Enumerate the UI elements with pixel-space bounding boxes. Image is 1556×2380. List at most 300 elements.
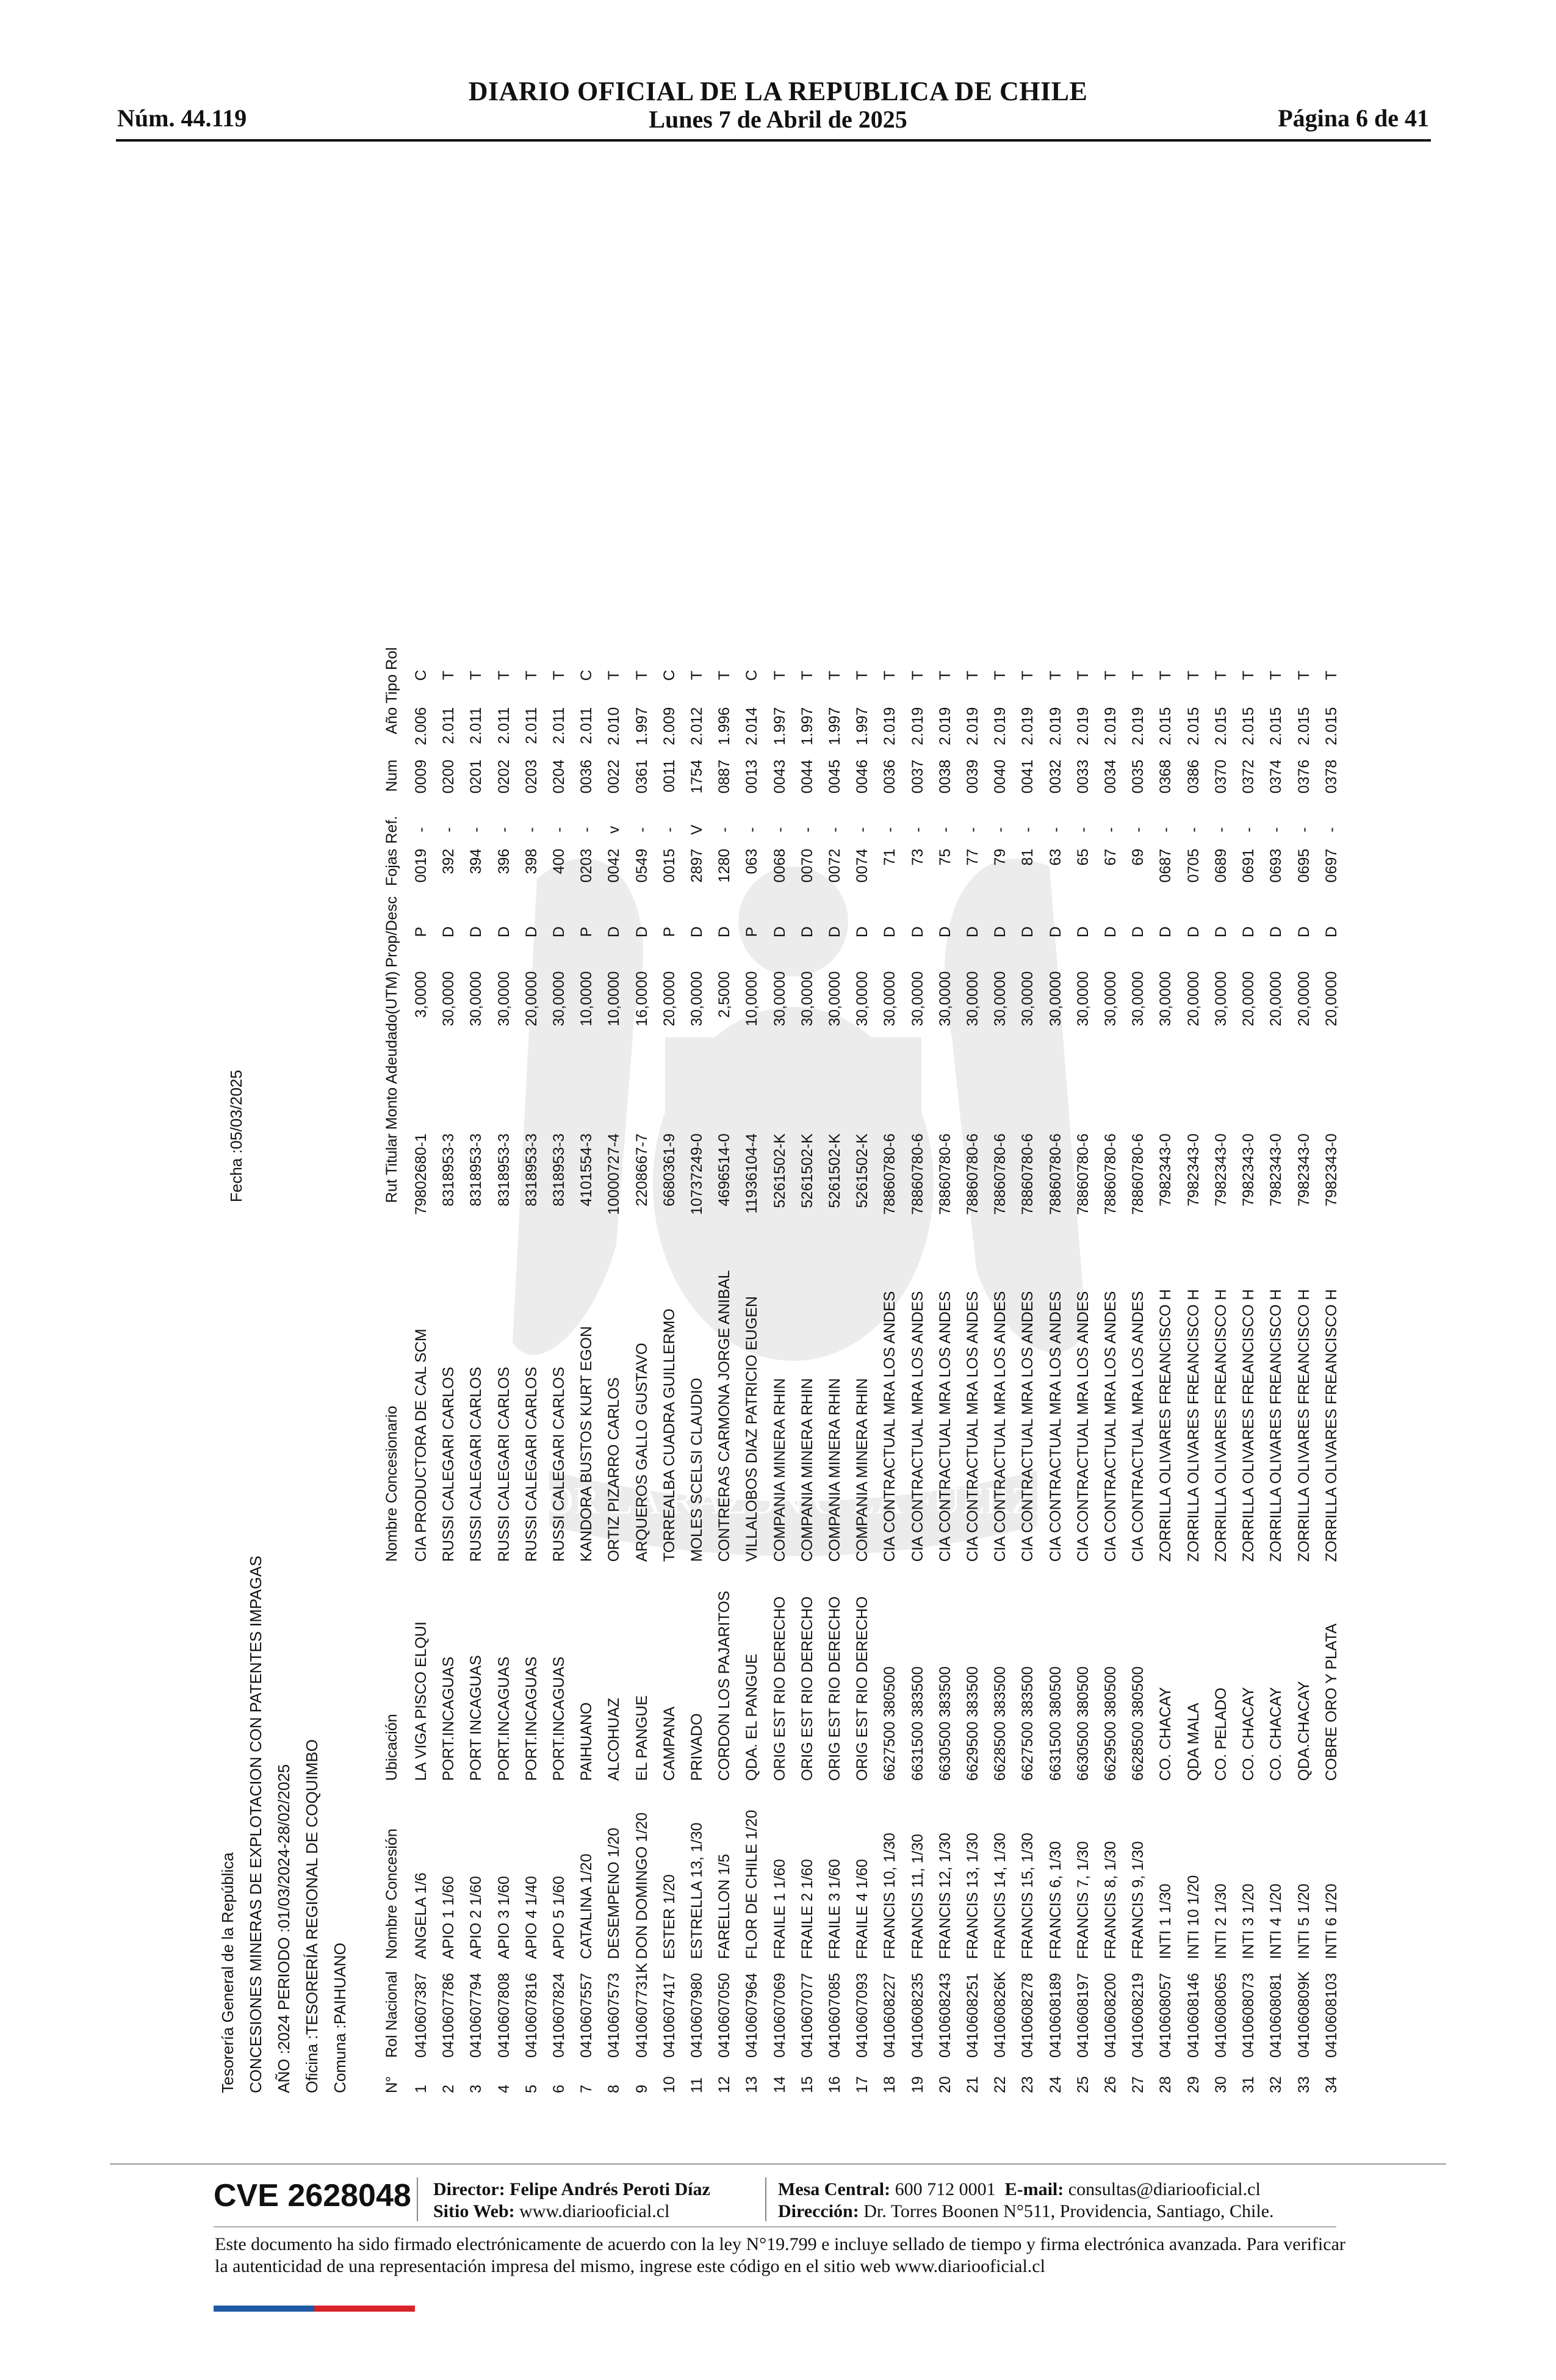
cell-ref: - bbox=[826, 827, 844, 832]
cell-prop-desc: D bbox=[1240, 926, 1258, 938]
table-row bbox=[766, 644, 794, 2093]
cell-num: 0040 bbox=[992, 759, 1009, 794]
cell-holder-name: CIA CONTRACTUAL MRA LOS ANDES bbox=[964, 1291, 982, 1562]
cell-holder-name: TORREALBA CUADRA GUILLERMO bbox=[660, 1308, 678, 1562]
cell-row-number: 32 bbox=[1267, 2076, 1285, 2093]
cell-amount-owed: 10,0000 bbox=[605, 971, 623, 1026]
cell-amount-owed: 20,0000 bbox=[1295, 971, 1313, 1026]
table-row bbox=[821, 644, 849, 2093]
cell-concession-name: INTI 6 1/20 bbox=[1322, 1883, 1340, 1960]
cell-rol-nacional: 0410608065 bbox=[1212, 1972, 1230, 2058]
cell-holder-name: CIA CONTRACTUAL MRA LOS ANDES bbox=[1102, 1291, 1120, 1562]
cell-row-number: 34 bbox=[1322, 2076, 1340, 2093]
cell-ref: - bbox=[716, 827, 733, 832]
cell-fojas: 67 bbox=[1102, 848, 1120, 866]
cell-num: 0022 bbox=[605, 759, 623, 794]
cell-rol-nacional: 0410607808 bbox=[495, 1972, 513, 2058]
cell-concession-name: INTI 3 1/20 bbox=[1240, 1883, 1258, 1960]
cell-location: PORT.INCAGUAS bbox=[495, 1656, 513, 1781]
cell-row-number: 25 bbox=[1074, 2076, 1092, 2093]
cell-role-type: T bbox=[1019, 670, 1037, 680]
cell-rut-titular: 4696514-0 bbox=[716, 1133, 733, 1206]
cell-year: 2.015 bbox=[1157, 707, 1175, 746]
cell-row-number: 31 bbox=[1240, 2076, 1258, 2093]
cell-role-type: T bbox=[771, 670, 788, 680]
table-header-row bbox=[377, 644, 408, 2093]
cell-fojas: 396 bbox=[495, 848, 513, 874]
cell-fojas: 2897 bbox=[688, 848, 706, 883]
cell-prop-desc: D bbox=[771, 926, 788, 938]
cell-role-type: T bbox=[1046, 670, 1064, 680]
cell-num: 0204 bbox=[550, 759, 568, 794]
cell-amount-owed: 30,0000 bbox=[495, 971, 513, 1026]
cell-ref: - bbox=[854, 827, 871, 832]
cell-role-type: T bbox=[936, 670, 954, 680]
cell-rol-nacional: 0410607050 bbox=[716, 1972, 733, 2058]
cell-prop-desc: D bbox=[1322, 926, 1340, 938]
cell-concession-name: INTI 2 1/30 bbox=[1212, 1883, 1230, 1960]
issue-number: Núm. 44.119 bbox=[117, 104, 247, 132]
cell-fojas: 0697 bbox=[1322, 848, 1340, 883]
cell-rol-nacional: 0410607980 bbox=[688, 1972, 706, 2058]
cell-num: 0386 bbox=[1184, 759, 1202, 794]
table-row bbox=[849, 644, 876, 2093]
cell-ref: - bbox=[412, 827, 430, 832]
col-header-location: Ubicación bbox=[383, 1714, 401, 1781]
cell-rol-nacional: 0410607816 bbox=[522, 1972, 540, 2058]
cell-amount-owed: 30,0000 bbox=[467, 971, 485, 1026]
cell-location: 6629500 383500 bbox=[964, 1666, 982, 1781]
cell-fojas: 394 bbox=[467, 848, 485, 874]
cell-location: EL PANGUE bbox=[633, 1695, 650, 1781]
cell-fojas: 063 bbox=[743, 848, 761, 874]
cell-location: 6628500 380500 bbox=[1129, 1666, 1147, 1781]
cell-fojas: 73 bbox=[909, 848, 926, 866]
cell-amount-owed: 30,0000 bbox=[964, 971, 982, 1026]
cell-role-type: T bbox=[467, 670, 485, 680]
cell-location: CO. CHACAY bbox=[1157, 1687, 1175, 1781]
cell-fojas: 0695 bbox=[1295, 848, 1313, 883]
cell-role-type: T bbox=[1157, 670, 1175, 680]
cell-role-type: C bbox=[743, 669, 761, 681]
cell-fojas: 1280 bbox=[716, 848, 733, 883]
cell-num: 1754 bbox=[688, 759, 706, 794]
cell-concession-name: FLOR DE CHILE 1/20 bbox=[743, 1809, 761, 1960]
table-row bbox=[1152, 644, 1180, 2093]
cell-amount-owed: 30,0000 bbox=[1212, 971, 1230, 1026]
cell-rol-nacional: 0410608200 bbox=[1102, 1972, 1120, 2058]
cell-ref: - bbox=[550, 827, 568, 832]
cell-fojas: 0072 bbox=[826, 848, 844, 883]
cell-amount-owed: 2,5000 bbox=[716, 971, 733, 1018]
cell-num: 0370 bbox=[1212, 759, 1230, 794]
cell-row-number: 23 bbox=[1019, 2076, 1037, 2093]
cell-year: 2.011 bbox=[522, 707, 540, 745]
cell-year: 2.019 bbox=[992, 707, 1009, 746]
cell-rol-nacional: 0410608057 bbox=[1157, 1972, 1175, 2058]
cell-year: 2.019 bbox=[1074, 707, 1092, 746]
cell-role-type: T bbox=[1240, 670, 1258, 680]
cell-prop-desc: D bbox=[1074, 926, 1092, 938]
cell-role-type: T bbox=[909, 670, 926, 680]
cell-row-number: 4 bbox=[495, 2085, 513, 2093]
cell-amount-owed: 3,0000 bbox=[412, 971, 430, 1018]
table-row bbox=[1180, 644, 1208, 2093]
cell-rut-titular: 11936104-4 bbox=[743, 1133, 761, 1214]
cell-rol-nacional: 0410607093 bbox=[854, 1972, 871, 2058]
table-row bbox=[932, 644, 959, 2093]
cell-year: 2.019 bbox=[1129, 707, 1147, 746]
cell-location: PRIVADO bbox=[688, 1713, 706, 1781]
cell-year: 2.006 bbox=[412, 707, 430, 746]
cell-ref: - bbox=[660, 827, 678, 832]
cell-holder-name: ZORRILLA OLIVARES FREANCISCO H bbox=[1322, 1289, 1340, 1562]
cell-location: ALCOHUAZ bbox=[605, 1698, 623, 1781]
cell-amount-owed: 30,0000 bbox=[1129, 971, 1147, 1026]
cell-num: 0043 bbox=[771, 759, 788, 794]
table-row bbox=[1014, 644, 1042, 2093]
table-row bbox=[491, 644, 518, 2093]
cell-location: COBRE ORO Y PLATA bbox=[1322, 1623, 1340, 1781]
cell-amount-owed: 30,0000 bbox=[1019, 971, 1037, 1026]
cell-rol-nacional: 0410608197 bbox=[1074, 1972, 1092, 2058]
page-indicator: Página 6 de 41 bbox=[1278, 104, 1429, 132]
cell-prop-desc: D bbox=[522, 926, 540, 938]
flag-red-segment bbox=[314, 2306, 415, 2312]
cell-prop-desc: D bbox=[854, 926, 871, 938]
cell-num: 0361 bbox=[633, 759, 650, 794]
table-row bbox=[1235, 644, 1262, 2093]
cell-year: 1.996 bbox=[716, 707, 733, 746]
cell-holder-name: CIA CONTRACTUAL MRA LOS ANDES bbox=[1129, 1291, 1147, 1562]
cell-role-type: T bbox=[1074, 670, 1092, 680]
cell-prop-desc: D bbox=[605, 926, 623, 938]
cell-rol-nacional: 0410607824 bbox=[550, 1972, 568, 2058]
col-header-num: Num bbox=[383, 759, 401, 792]
cell-num: 0036 bbox=[881, 759, 899, 794]
col-header-number: N° bbox=[383, 2075, 401, 2093]
cve-code: CVE 2628048 bbox=[214, 2178, 411, 2213]
cell-concession-name: APIO 5 1/60 bbox=[550, 1876, 568, 1960]
cell-concession-name: DON DOMINGO 1/20 bbox=[633, 1812, 650, 1960]
table-row bbox=[518, 644, 546, 2093]
cell-holder-name: RUSSI CALEGARI CARLOS bbox=[522, 1366, 540, 1562]
table-row bbox=[1208, 644, 1235, 2093]
cell-concession-name: APIO 2 1/60 bbox=[467, 1876, 485, 1960]
cell-prop-desc: D bbox=[1184, 926, 1202, 938]
cell-year: 2.012 bbox=[688, 707, 706, 746]
cell-row-number: 14 bbox=[771, 2076, 788, 2093]
table-row bbox=[546, 644, 573, 2093]
cell-holder-name: ORTIZ PIZARRO CARLOS bbox=[605, 1377, 623, 1562]
cell-year: 2.015 bbox=[1212, 707, 1230, 746]
cell-rut-titular: 6680361-9 bbox=[660, 1133, 678, 1206]
cell-fojas: 0074 bbox=[854, 848, 871, 883]
cell-num: 0033 bbox=[1074, 759, 1092, 794]
col-header-rol: Rol Nacional bbox=[383, 1971, 401, 2058]
director-label: Director: bbox=[433, 2179, 505, 2199]
table-row bbox=[1070, 644, 1097, 2093]
cell-rut-titular: 5261502-K bbox=[798, 1133, 816, 1208]
cell-rol-nacional: 041060809K bbox=[1295, 1971, 1313, 2058]
cell-ref: - bbox=[1019, 827, 1037, 832]
cell-rol-nacional: 0410608278 bbox=[1019, 1972, 1037, 2058]
cell-row-number: 29 bbox=[1184, 2076, 1202, 2093]
cell-fojas: 0705 bbox=[1184, 848, 1202, 883]
cell-role-type: T bbox=[1322, 670, 1340, 680]
cell-prop-desc: D bbox=[1129, 926, 1147, 938]
cell-location: PORT.INCAGUAS bbox=[550, 1656, 568, 1781]
cell-fojas: 0042 bbox=[605, 848, 623, 883]
cell-rut-titular: 78860780-6 bbox=[1019, 1133, 1037, 1215]
cell-holder-name: COMPANIA MINERA RHIN bbox=[798, 1378, 816, 1562]
cell-fojas: 71 bbox=[881, 848, 899, 866]
cell-prop-desc: D bbox=[688, 926, 706, 938]
cell-row-number: 26 bbox=[1102, 2076, 1120, 2093]
cell-num: 0376 bbox=[1295, 759, 1313, 794]
cell-amount-owed: 10,0000 bbox=[743, 971, 761, 1026]
cell-location: ORIG EST RIO DERECHO bbox=[854, 1596, 871, 1781]
table-row bbox=[904, 644, 932, 2093]
cell-row-number: 10 bbox=[660, 2076, 678, 2093]
cell-amount-owed: 16,0000 bbox=[633, 971, 650, 1026]
footer-contact-block bbox=[778, 2179, 1274, 2223]
cell-ref: - bbox=[1129, 827, 1147, 832]
cell-year: 2.015 bbox=[1295, 707, 1313, 746]
report-period: AÑO :2024 PERIODO :01/03/2024-28/02/2025 bbox=[275, 1764, 293, 2093]
cell-amount-owed: 30,0000 bbox=[1046, 971, 1064, 1026]
cell-rol-nacional: 0410608243 bbox=[936, 1972, 954, 2058]
cell-concession-name: FRANCIS 12, 1/30 bbox=[936, 1833, 954, 1960]
website-label: Sitio Web: bbox=[433, 2201, 515, 2221]
cell-fojas: 0689 bbox=[1212, 848, 1230, 883]
cell-fojas: 0068 bbox=[771, 848, 788, 883]
cell-holder-name: CIA CONTRACTUAL MRA LOS ANDES bbox=[909, 1291, 926, 1562]
cell-year: 1.997 bbox=[771, 707, 788, 746]
cell-ref: - bbox=[1157, 827, 1175, 832]
cell-location: PORT.INCAGUAS bbox=[522, 1656, 540, 1781]
cell-rut-titular: 7982343-0 bbox=[1295, 1133, 1313, 1206]
cell-rut-titular: 4101554-3 bbox=[578, 1133, 596, 1206]
cell-rut-titular: 78860780-6 bbox=[964, 1133, 982, 1215]
cell-location: CO. CHACAY bbox=[1240, 1687, 1258, 1781]
cell-role-type: T bbox=[964, 670, 982, 680]
email-link[interactable]: consultas@diariooficial.cl bbox=[1068, 2179, 1261, 2199]
cell-ref: - bbox=[1102, 827, 1120, 832]
website-link[interactable]: www.diariooficial.cl bbox=[519, 2201, 670, 2221]
cell-prop-desc: D bbox=[1046, 926, 1064, 938]
cell-row-number: 6 bbox=[550, 2085, 568, 2093]
cell-rut-titular: 78860780-6 bbox=[1129, 1133, 1147, 1215]
cell-holder-name: RUSSI CALEGARI CARLOS bbox=[495, 1366, 513, 1562]
cell-location: 6630500 380500 bbox=[1074, 1666, 1092, 1781]
cell-num: 0046 bbox=[854, 759, 871, 794]
col-header-amount: Monto Adeudado(UTM) bbox=[383, 971, 401, 1130]
cell-num: 0035 bbox=[1129, 759, 1147, 794]
cell-year: 2.011 bbox=[550, 707, 568, 745]
cell-num: 0038 bbox=[936, 759, 954, 794]
report-issuer: Tesorería General de la República bbox=[218, 1852, 237, 2093]
cell-concession-name: DESEMPENO 1/20 bbox=[605, 1827, 623, 1960]
cell-year: 2.009 bbox=[660, 707, 678, 746]
cell-ref: - bbox=[798, 827, 816, 832]
cell-num: 0045 bbox=[826, 759, 844, 794]
cell-fojas: 0693 bbox=[1267, 848, 1285, 883]
cell-rol-nacional: 0410608103 bbox=[1322, 1972, 1340, 2058]
cell-year: 2.019 bbox=[909, 707, 926, 746]
cell-rut-titular: 7982343-0 bbox=[1157, 1133, 1175, 1206]
cell-rol-nacional: 0410607786 bbox=[440, 1972, 458, 2058]
table-row bbox=[629, 644, 656, 2093]
cell-concession-name: FRANCIS 7, 1/30 bbox=[1074, 1841, 1092, 1960]
table-row bbox=[1291, 644, 1318, 2093]
cell-year: 2.015 bbox=[1240, 707, 1258, 746]
report-title: CONCESIONES MINERAS DE EXPLOTACION CON PATENTES IMPAGAS bbox=[247, 1556, 265, 2093]
cell-fojas: 398 bbox=[522, 848, 540, 874]
cell-concession-name: FRANCIS 11, 1/30 bbox=[909, 1834, 926, 1960]
cell-holder-name: CIA CONTRACTUAL MRA LOS ANDES bbox=[1074, 1291, 1092, 1562]
cell-num: 0887 bbox=[716, 759, 733, 794]
cell-year: 1.997 bbox=[854, 707, 871, 746]
cell-ref: - bbox=[1074, 827, 1092, 832]
cell-rut-titular: 7982343-0 bbox=[1240, 1133, 1258, 1206]
cell-row-number: 21 bbox=[964, 2076, 982, 2093]
cell-location: 6627500 383500 bbox=[1019, 1666, 1037, 1781]
cell-rol-nacional: 0410608081 bbox=[1267, 1972, 1285, 2058]
cell-row-number: 18 bbox=[881, 2076, 899, 2093]
cell-rol-nacional: 0410608251 bbox=[964, 1972, 982, 2058]
cell-rol-nacional: 0410607731K bbox=[633, 1963, 650, 2058]
cell-holder-name: CIA CONTRACTUAL MRA LOS ANDES bbox=[881, 1291, 899, 1562]
cell-rut-titular: 7982343-0 bbox=[1212, 1133, 1230, 1206]
cell-rut-titular: 10737249-0 bbox=[688, 1133, 706, 1215]
cell-holder-name: ZORRILLA OLIVARES FREANCISCO H bbox=[1184, 1289, 1202, 1562]
report-date: Fecha :05/03/2025 bbox=[227, 1070, 245, 1202]
cell-location: 6628500 383500 bbox=[992, 1666, 1009, 1781]
cell-num: 0374 bbox=[1267, 759, 1285, 794]
cell-holder-name: COMPANIA MINERA RHIN bbox=[771, 1378, 788, 1562]
cell-amount-owed: 20,0000 bbox=[1184, 971, 1202, 1026]
cell-prop-desc: D bbox=[881, 926, 899, 938]
cell-prop-desc: D bbox=[798, 926, 816, 938]
cell-num: 0378 bbox=[1322, 759, 1340, 794]
cell-amount-owed: 30,0000 bbox=[826, 971, 844, 1026]
cell-role-type: T bbox=[633, 670, 650, 680]
cell-location: 6631500 383500 bbox=[909, 1666, 926, 1781]
cell-year: 2.010 bbox=[605, 707, 623, 746]
cell-concession-name: FRAILE 3 1/60 bbox=[826, 1859, 844, 1960]
cell-concession-name: APIO 3 1/60 bbox=[495, 1876, 513, 1960]
cell-prop-desc: D bbox=[550, 926, 568, 938]
cell-rut-titular: 5261502-K bbox=[854, 1133, 871, 1208]
cell-rol-nacional: 0410608219 bbox=[1129, 1972, 1147, 2058]
cell-holder-name: CIA CONTRACTUAL MRA LOS ANDES bbox=[936, 1291, 954, 1562]
email-label: E-mail: bbox=[1004, 2179, 1064, 2199]
cell-rol-nacional: 0410608146 bbox=[1184, 1972, 1202, 2058]
col-header-role-type: Tipo Rol bbox=[383, 647, 401, 704]
cell-fojas: 81 bbox=[1019, 848, 1037, 866]
cell-rut-titular: 78860780-6 bbox=[881, 1133, 899, 1215]
cell-rut-titular: 10000727-4 bbox=[605, 1133, 623, 1215]
cell-rol-nacional: 0410608189 bbox=[1046, 1972, 1064, 2058]
cell-ref: - bbox=[743, 827, 761, 832]
cell-role-type: T bbox=[522, 670, 540, 680]
cell-role-type: T bbox=[881, 670, 899, 680]
cell-holder-name: ZORRILLA OLIVARES FREANCISCO H bbox=[1240, 1289, 1258, 1562]
cell-row-number: 20 bbox=[936, 2076, 954, 2093]
cell-amount-owed: 30,0000 bbox=[688, 971, 706, 1026]
cell-amount-owed: 30,0000 bbox=[771, 971, 788, 1026]
cell-holder-name: ZORRILLA OLIVARES FREANCISCO H bbox=[1157, 1289, 1175, 1562]
table-row bbox=[1318, 644, 1345, 2093]
cell-amount-owed: 30,0000 bbox=[881, 971, 899, 1026]
cell-fojas: 0203 bbox=[578, 848, 596, 883]
cell-amount-owed: 20,0000 bbox=[660, 971, 678, 1026]
cell-rut-titular: 78860780-6 bbox=[1074, 1133, 1092, 1215]
table-row bbox=[794, 644, 821, 2093]
cell-amount-owed: 20,0000 bbox=[1322, 971, 1340, 1026]
cell-row-number: 27 bbox=[1129, 2076, 1147, 2093]
cell-holder-name: CIA CONTRACTUAL MRA LOS ANDES bbox=[1019, 1291, 1037, 1562]
cell-year: 2.015 bbox=[1322, 707, 1340, 746]
table-row bbox=[656, 644, 683, 2093]
cell-location: ORIG EST RIO DERECHO bbox=[771, 1596, 788, 1781]
cell-concession-name: FRANCIS 10, 1/30 bbox=[881, 1833, 899, 1960]
cell-amount-owed: 30,0000 bbox=[936, 971, 954, 1026]
cell-num: 0202 bbox=[495, 759, 513, 794]
cell-rol-nacional: 0410607417 bbox=[660, 1972, 678, 2058]
cell-holder-name: RUSSI CALEGARI CARLOS bbox=[467, 1366, 485, 1562]
cell-rol-nacional: 0410608227 bbox=[881, 1972, 899, 2058]
table-row bbox=[959, 644, 987, 2093]
cell-rut-titular: 8318953-3 bbox=[467, 1133, 485, 1206]
cell-rut-titular: 78860780-6 bbox=[936, 1133, 954, 1215]
cell-ref: - bbox=[440, 827, 458, 832]
cell-amount-owed: 30,0000 bbox=[1074, 971, 1092, 1026]
cell-rut-titular: 5261502-K bbox=[826, 1133, 844, 1208]
cell-location: QDA. EL PANGUE bbox=[743, 1653, 761, 1781]
cell-row-number: 33 bbox=[1295, 2076, 1313, 2093]
cell-role-type: T bbox=[826, 670, 844, 680]
cell-prop-desc: D bbox=[495, 926, 513, 938]
cell-role-type: T bbox=[550, 670, 568, 680]
cell-fojas: 0015 bbox=[660, 848, 678, 883]
cell-role-type: T bbox=[1212, 670, 1230, 680]
table-row bbox=[408, 644, 435, 2093]
cell-role-type: C bbox=[660, 669, 678, 681]
cell-ref: v bbox=[605, 826, 623, 834]
cell-fojas: 392 bbox=[440, 848, 458, 874]
cell-ref: - bbox=[1046, 827, 1064, 832]
cell-ref: - bbox=[881, 827, 899, 832]
cell-role-type: C bbox=[578, 669, 596, 681]
cell-prop-desc: D bbox=[1157, 926, 1175, 938]
cell-fojas: 0687 bbox=[1157, 848, 1175, 883]
cell-concession-name: FRANCIS 9, 1/30 bbox=[1129, 1841, 1147, 1960]
cell-ref: - bbox=[467, 827, 485, 832]
cell-prop-desc: D bbox=[1019, 926, 1037, 938]
cell-location: CO. CHACAY bbox=[1267, 1687, 1285, 1781]
cell-rol-nacional: 041060826K bbox=[992, 1971, 1009, 2058]
cell-year: 2.019 bbox=[881, 707, 899, 746]
cell-rut-titular: 78860780-6 bbox=[909, 1133, 926, 1215]
cell-rut-titular: 8318953-3 bbox=[495, 1133, 513, 1206]
cell-holder-name: ZORRILLA OLIVARES FREANCISCO H bbox=[1267, 1289, 1285, 1562]
cell-location: CAMPANA bbox=[660, 1706, 678, 1781]
cell-ref: - bbox=[578, 827, 596, 832]
cell-rol-nacional: 0410607557 bbox=[578, 1972, 596, 2058]
cell-row-number: 13 bbox=[743, 2076, 761, 2093]
